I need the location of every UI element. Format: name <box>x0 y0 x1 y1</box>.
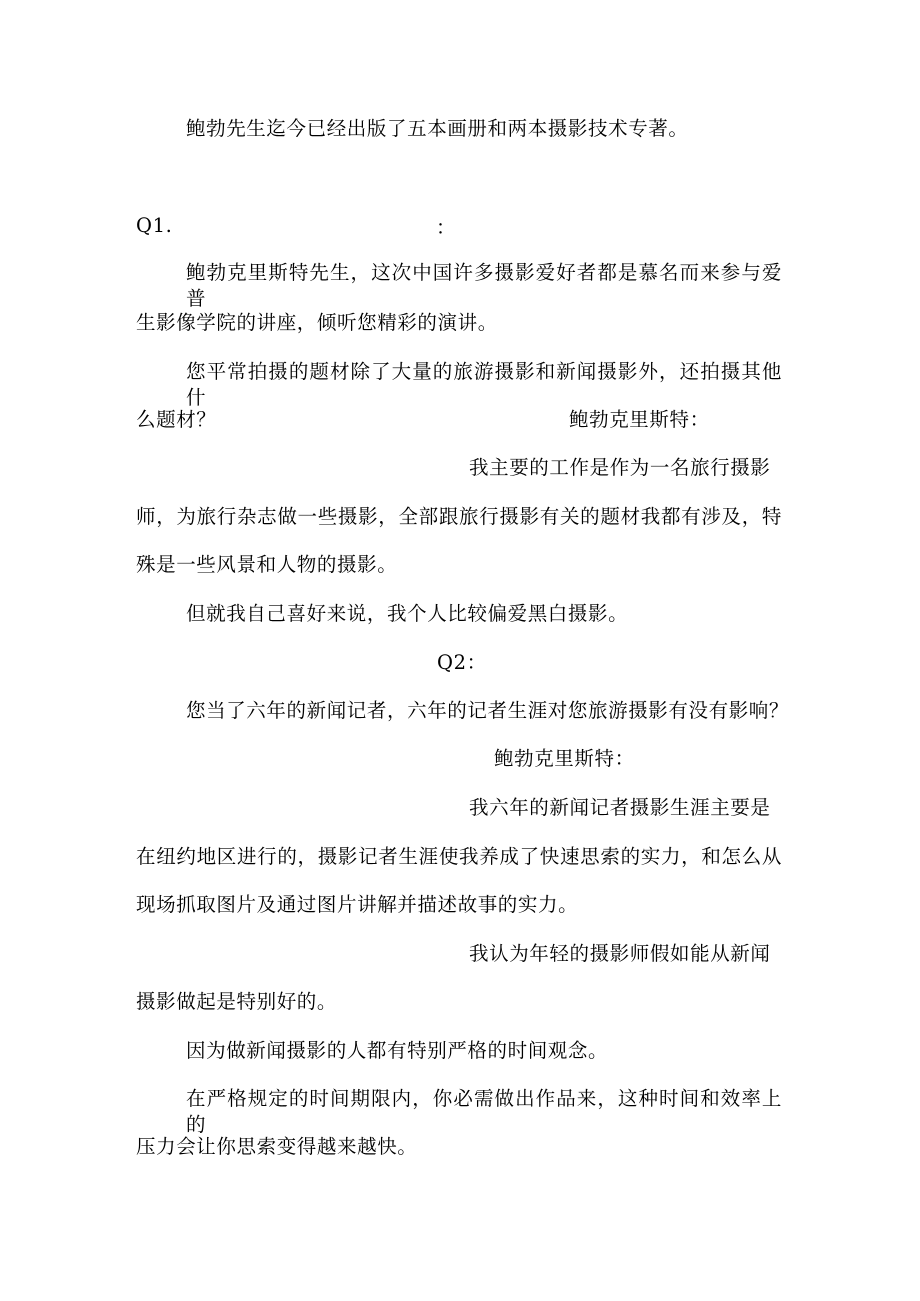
q2-speaker: 鲍勃克里斯特： <box>494 747 635 770</box>
q2-answer-line-7: 在严格规定的时间期限内，你必需做出作品来，这种时间和效率上的 <box>186 1087 782 1136</box>
q1-greeting-line-2: 生影像学院的讲座，倾听您精彩的演讲。 <box>136 311 498 334</box>
q2-question: 您当了六年的新闻记者，六年的记者生涯对您旅游摄影有没有影响？ <box>186 699 790 722</box>
q1-answer-line-4: 但就我自己喜好来说，我个人比较偏爱黑白摄影。 <box>186 602 629 625</box>
intro-paragraph: 鲍勃先生迄今已经出版了五本画册和两本摄影技术专著。 <box>186 117 689 140</box>
q1-greeting-line-1: 鲍勃克里斯特先生，这次中国许多摄影爱好者都是慕名而来参与爱普 <box>186 261 782 310</box>
q2-answer-line-8: 压力会让你思索变得越来越快。 <box>136 1135 418 1158</box>
q1-answer-line-2: 师，为旅行杂志做一些摄影，全部跟旅行摄影有关的题材我都有涉及，特 <box>136 505 782 528</box>
q1-answer-line-3: 殊是一些风景和人物的摄影。 <box>136 553 398 576</box>
q1-question-line-2: 么题材？ <box>136 408 217 431</box>
q2-answer-line-1: 我六年的新闻记者摄影生涯主要是 <box>469 796 771 819</box>
q1-question-line-1: 您平常拍摄的题材除了大量的旅游摄影和新闻摄影外，还拍摄其他什 <box>186 360 782 409</box>
q2-answer-line-2: 在纽约地区进行的，摄影记者生涯使我养成了快速思索的实力，和怎么从 <box>136 845 782 868</box>
q1-label: Q1. <box>136 214 173 237</box>
q2-label: Q2： <box>437 651 487 674</box>
q2-answer-line-6: 因为做新闻摄影的人都有特别严格的时间观念。 <box>186 1039 609 1062</box>
q2-answer-line-4: 我认为年轻的摄影师假如能从新闻 <box>469 942 771 965</box>
q1-speaker: 鲍勃克里斯特： <box>569 408 710 431</box>
q2-answer-line-3: 现场抓取图片及通过图片讲解并描述故事的实力。 <box>136 893 579 916</box>
q1-answer-line-1: 我主要的工作是作为一名旅行摄影 <box>469 456 771 479</box>
q2-answer-line-5: 摄影做起是特别好的。 <box>136 990 338 1013</box>
q1-colon: ： <box>436 216 457 239</box>
